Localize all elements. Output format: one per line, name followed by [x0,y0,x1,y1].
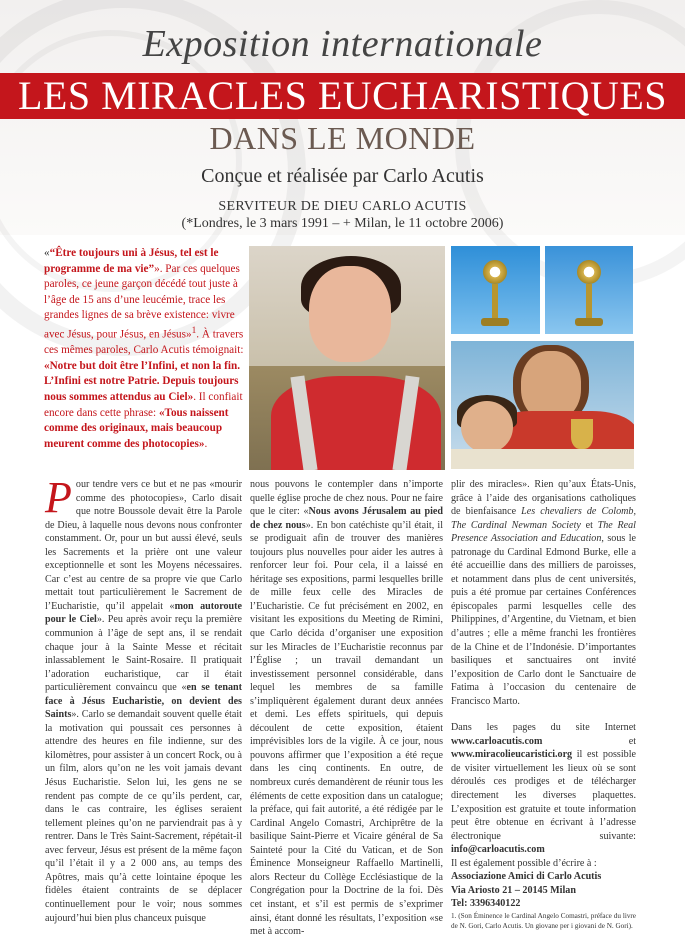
quote-text: « [44,247,50,259]
address-line: Associazione Amici di Carlo Acutis [451,871,602,883]
quote-text: . [204,437,208,450]
body-text: Dans les pages du site Internet [451,722,636,734]
main-title: LES MIRACLES EUCHARISTIQUES [17,73,668,118]
website-link[interactable]: www.miracolieucaristici.org [451,749,573,761]
body-column-2 [250,478,443,939]
quote-highlight: «Notre but doit être l’Infini, et non la fin. L’Infini est notre Patrie. Depuis toujours nous sommes attendus au Ciel» [44,359,240,404]
chalice-icon [571,419,593,449]
body-text: ». Carlo se demandait souvent quelle était la motivation qui poussait ces personnes à attendre des heures en file indienne, sur des kilomètres, pour assister à un concert Rock, ou à un film, alors qu’on ne les voit jamais devant Jésus Eucharistie. Selon lui, les gens ne se rendent pas compte de ce qu’ils perdent, car, dans le cas contraire, les églises seraient tellement pleines qu’on ne parviendrait pas à y rentrer. Dans le Très Saint-Sacrement, répétait-il avec ferveur, Jésus est présent de la même façon qu’il l’était il y a 2 000 ans, au temps des Apôtres, mais qu’à cette lointaine époque les fidèles étaient contraints de se déplacer continuellement pour le voir; nous sommes aujourd’hui bien plus chanceux puisque [45,709,242,924]
body-italic: Les chevaliers de Colomb, The Cardinal Newman Society [451,506,636,531]
paragraph [45,473,243,925]
dates-line: (*Londres, le 3 mars 1991 – + Milan, le 11 octobre 2006) [181,216,504,231]
monstrance-stem [586,284,592,322]
monstrance-icon [483,260,507,284]
quote-highlight: “Être toujours uni à Jésus, tel est le programme de ma vie” [44,247,219,275]
website-link[interactable]: www.carloacutis.com [451,735,543,747]
drop-cap: P [45,473,72,522]
subtitle: DANS LE MONDE [209,120,476,156]
author-line: Conçue et réalisée par Carlo Acutis [201,165,484,187]
quote-text: ». Par ces quelques paroles, ce jeune garçon décédé tout juste à l’âge de 15 ans d’une leucémie, trace les grandes lignes de sa brève existence: vivre avec Jésus, pour Jésus, en Jésus» [44,262,240,341]
footnote-ref: 1 [191,325,197,336]
paragraph [250,478,443,939]
painting-photo [451,341,634,469]
paragraph [451,478,636,708]
monstrance-photo [451,246,540,334]
body-text: , sous le patronage du Cardinal Edmond Burke, elle a été accueillie dans des milliers de paroisses, et notamment dans plus de cent universités, puis a été promue par certaines Conférences épiscopales parmi lesquelles celle des Philippines, d’Argentine, du Vietnam, et bien d’autres ; elle a même franchi les frontières de la Chine et de l’Indonésie. D’importantes basiliques et sanctuaires ont invité l’exposition de Carlo dont le Sanctuaire de Fatima à l’occasion du centenaire de Francisco Marto. [451,533,636,707]
body-text: ». En bon catéchiste qu’il était, il se prodiguait afin de trouver des manières toujours plus nouvelles pour aider les autres à renforcer leur foi. Pour cela, il a laissé en héritage ses expositions, parmi lesquelles brille de mille feux celle des Miracles de l’Eucharistie. Ce fut précisément en 2002, en visitant les expositions du Meeting de Rimini, que Carlo décida d’organiser une exposition sur les Miracles de l’Eucharistie reconnus par l’Église ; un travail demandant un investissement personnel considérable, dans lequel les membres de sa famille s’impliquèrent également durant deux années et demi. Les effets spirituels, qui depuis découlent de cette exposition, étaient imprévisibles lors de la vigile. À ce jour, nous pouvons affirmer que l’exposition a été reçue dans les cinq continents. En outre, de nombreux curés demandèrent de réunir tous les éléments de cette exposition dans un catalogue; la préface, qui fait autorité, a été rédigée par le Cardinal Angelo Comastri, Archiprêtre de la basilique Saint-Pierre et Vicaire général de Sa Sainteté pour la Cité du Vatican, et de Son Éminence Monseigneur Raffaello Martinelli, alors Recteur du Collège Ecclésiastique de la Congrégation pour la Doctrine de la foi. Dès cet instant, et s’il est permis de s’exprimer ainsi, étant donné les résultats, l’exposition «se met à accom- [250,519,444,938]
spacer [451,708,636,721]
paragraph [451,857,636,911]
servant-line: SERVITEUR DE DIEU CARLO ACUTIS [218,199,467,214]
photo-face [309,266,391,362]
body-text: et [580,519,598,531]
quote-highlight: «Tous naissent comme des originaux, mais beaucoup meurent comme des photocopies» [44,406,229,450]
monstrance-base [481,318,509,326]
quote-text: . Il confiait encore dans cette phrase: [44,391,243,419]
body-bold: Nous avons Jérusalem au pied de chez nous [250,506,443,531]
body-column-1 [45,473,243,925]
address-line: Via Ariosto 21 – 20145 Milan [451,884,576,896]
monstrance-icon [577,260,601,284]
body-text: Il est également possible d’écrire à : [451,857,597,869]
body-text: et [542,735,636,747]
body-column-3 [451,478,636,931]
paragraph [451,721,636,856]
quote-block [44,246,246,452]
phone-line: Tel: 3396340122 [451,898,521,910]
body-italic: The Real Presence Association and Education [451,519,636,545]
monstrance-photo [545,246,633,334]
portrait-photo [249,246,445,470]
quote-text: . À travers ces mêmes paroles, Carlo Acutis témoignait: [44,328,244,357]
body-text: nous pouvons le contempler dans n’importe quelle église proche de chez nous. Pour ne faire que le citer: « [250,479,443,518]
painting-table [451,449,634,469]
monstrance-stem [492,284,498,322]
script-title: Exposition internationale [142,23,543,65]
body-text: il est possible de visiter virtuellement les lieux où se sont déroulés ces prodiges et de télécharger directement les diverses plaquettes. L’exposition est gratuite et toute information peut être obtenue en écrivant à l’adresse électronique suivante: [451,749,636,842]
body-text: our tendre vers ce but et ne pas «mourir comme des photocopies», Carlo disait que notre Boussole devait être la Parole de Dieu, à laquelle nous devons nous confronter constamment. Or, pour un but aussi élevé, seuls les Sacrements et la prière ont une valeur exceptionnelle et sont les Moyens nécessaires. Car c’est au centre de sa propre vie que Carlo mettait tout particulièrement le Sacrement de l’Eucharistie, qu’il appelait « [45,479,242,612]
email-link[interactable]: info@carloacutis.com [451,844,545,856]
painting-boy-face [461,401,513,453]
body-bold: en se tenant face à Jésus Eucharistie, on devient des Saints [45,682,243,721]
monstrance-base [575,318,603,326]
body-text: plir des miracles». Rien qu’aux États-Unis, grâce à l’aide des organisations catholiques de bienfaisance [451,479,636,518]
body-bold: mon autoroute pour le Ciel [45,600,242,626]
footnote: 1. (Son Éminence le Cardinal Angelo Comastri, préface du livre de N. Gori, Carlo Acutis. Un giovane per i giovani de N. Gori). [451,911,636,930]
body-text: ». Peu après avoir reçu la première communion à l’âge de sept ans, il se rendait chaque jour à la Sainte Messe et récitait inlassablement le Saint-Rosaire. Il pratiquait l’adoration eucharistique, car il était particulièrement convaincu que « [45,614,242,694]
